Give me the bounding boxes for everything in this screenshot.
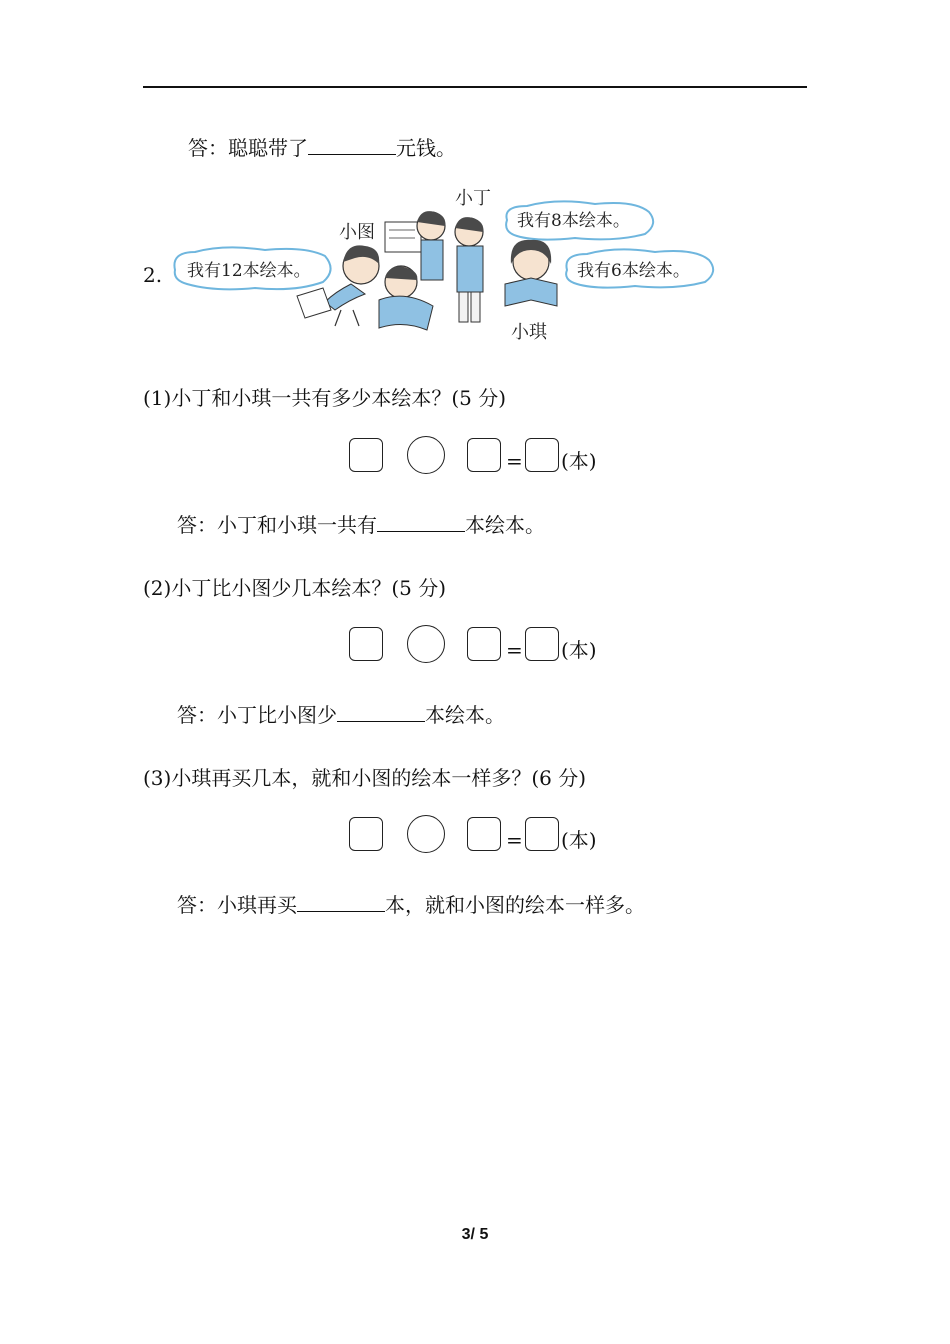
bubble-text-xiaotu: 我有12本绘本。: [187, 261, 311, 281]
part2-answer-suffix: 本绘本。: [425, 703, 505, 727]
part1-equals-sign: =: [506, 449, 523, 473]
part3-operator-circle[interactable]: [407, 815, 445, 853]
part3-equation: [349, 817, 609, 857]
question-number: 2.: [143, 263, 163, 287]
part3-unit: (本): [561, 828, 597, 852]
speech-bubble-xiaoding: [506, 201, 653, 239]
part2-result-box[interactable]: [525, 627, 559, 661]
part3-operand2-box[interactable]: [467, 817, 501, 851]
part2-answer-line: [177, 703, 505, 727]
part3-answer-prefix: 答：小琪再买: [177, 893, 297, 917]
part1-answer-prefix: 答：小丁和小琪一共有: [177, 513, 377, 537]
part1-operand1-box[interactable]: [349, 438, 383, 472]
part1-answer-suffix: 本绘本。: [465, 513, 545, 537]
part2-operand1-box[interactable]: [349, 627, 383, 661]
name-xiaoqi: 小琪: [511, 322, 547, 343]
part2-operand2-box[interactable]: [467, 627, 501, 661]
name-xiaoding: 小丁: [455, 188, 491, 209]
part2-unit: (本): [561, 638, 597, 662]
part1-unit: (本): [561, 449, 597, 473]
part2-question: (2)小丁比小图少几本绘本？(5 分): [143, 576, 447, 600]
part2-answer-prefix: 答：小丁比小图少: [177, 703, 337, 727]
page-number: 3/ 5: [461, 1226, 489, 1243]
part1-result-box[interactable]: [525, 438, 559, 472]
part2-answer-blank[interactable]: [337, 703, 425, 722]
answer-suffix: 元钱。: [396, 136, 456, 160]
speech-bubble-xiaoqi: [566, 249, 713, 287]
part3-answer-line: [177, 893, 645, 917]
part1-answer-blank[interactable]: [377, 513, 465, 532]
part3-operand1-box[interactable]: [349, 817, 383, 851]
answer-blank[interactable]: [308, 136, 396, 155]
header-rule: [143, 86, 807, 88]
part2-equals-sign: =: [506, 638, 523, 662]
name-xiaotu: 小图: [339, 222, 375, 243]
part2-equation: [349, 627, 609, 667]
part3-question: (3)小琪再买几本，就和小图的绘本一样多？(6 分): [143, 766, 587, 790]
children-reading-illustration: [165, 180, 725, 350]
part1-operand2-box[interactable]: [467, 438, 501, 472]
answer-prefix: 答：聪聪带了: [188, 136, 308, 160]
part1-operator-circle[interactable]: [407, 436, 445, 474]
part3-result-box[interactable]: [525, 817, 559, 851]
speech-bubble-xiaotu: [174, 247, 330, 289]
part3-answer-suffix: 本，就和小图的绘本一样多。: [385, 893, 645, 917]
answer-line-previous: [188, 136, 456, 160]
part1-answer-line: [177, 513, 545, 537]
child-xiaoding-figure: [455, 217, 483, 322]
bubble-text-xiaoqi: 我有6本绘本。: [577, 261, 690, 281]
part3-answer-blank[interactable]: [297, 893, 385, 912]
part1-question: (1)小丁和小琪一共有多少本绘本？(5 分): [143, 386, 507, 410]
part2-operator-circle[interactable]: [407, 625, 445, 663]
bubble-text-xiaoding: 我有8本绘本。: [517, 211, 630, 231]
child-xiaoqi-figure: [505, 240, 557, 306]
part1-equation: [349, 438, 609, 478]
part3-equals-sign: =: [506, 828, 523, 852]
